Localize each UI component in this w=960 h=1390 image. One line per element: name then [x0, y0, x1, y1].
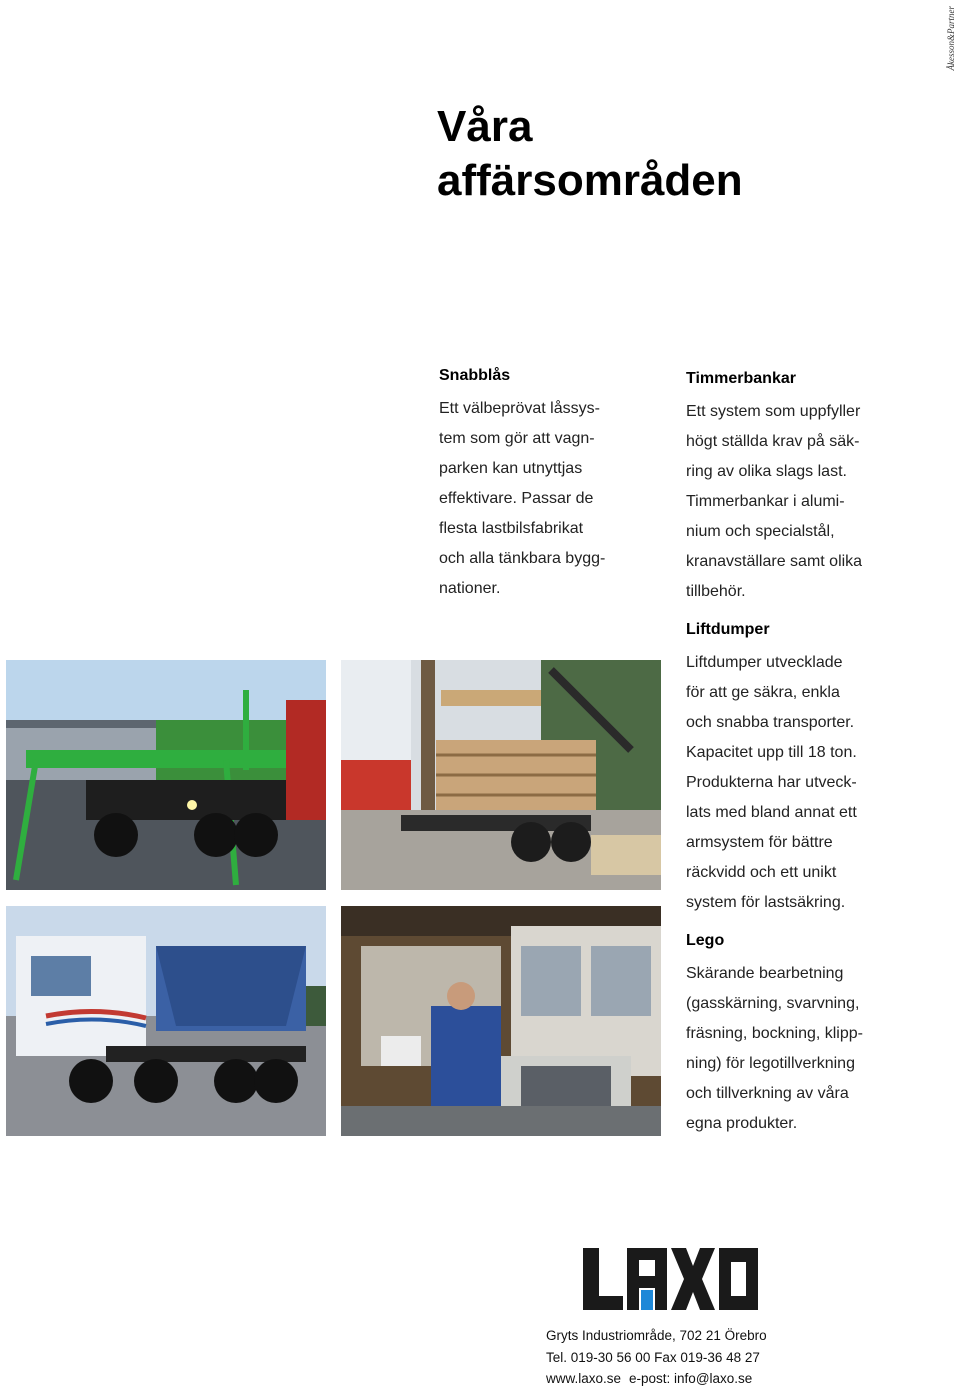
contact-web-line [546, 1368, 806, 1390]
body-line: egna produkter. [686, 1115, 798, 1132]
section-heading: Timmerbankar [686, 370, 796, 387]
photo-liftdumper-truck [6, 906, 326, 1136]
body-line: (gasskärning, svarvning, [686, 995, 860, 1012]
body-line: ring av olika slags last. [686, 463, 847, 480]
body-line: nationer. [439, 580, 501, 597]
body-line: lats med bland annat ett [686, 804, 857, 821]
page-title [437, 100, 743, 208]
body-line: Skärande bearbetning [686, 965, 844, 982]
body-line: högt ställda krav på säk- [686, 433, 860, 450]
section-timmerbankar [686, 367, 946, 607]
body-line: system för lastsäkring. [686, 894, 846, 911]
body-line: Timmerbankar i alumi- [686, 493, 845, 510]
title-line-2: affärsområden [437, 156, 743, 205]
email-link[interactable]: e-post: info@laxo.se [629, 1371, 753, 1386]
body-line: effektivare. Passar de [439, 490, 594, 507]
contact-address: Gryts Industriområde, 702 21 Örebro [546, 1328, 767, 1343]
contact-phone: Tel. 019-30 56 00 Fax 019-36 48 27 [546, 1349, 760, 1365]
body-line: och snabba transporter. [686, 714, 855, 731]
section-lego [686, 929, 946, 1139]
body-line: ning) för legotillverkning [686, 1055, 855, 1072]
section-heading: Liftdumper [686, 621, 770, 638]
section-liftdumper [686, 618, 946, 918]
title-line-1: Våra [437, 102, 533, 151]
laxo-logo [583, 1248, 758, 1310]
body-line: tem som gör att vagn- [439, 430, 595, 447]
body-line: för att ge säkra, enkla [686, 684, 840, 701]
body-line: Ett välbeprövat låssys- [439, 400, 600, 417]
section-heading: Lego [686, 932, 725, 949]
body-line: Kapacitet upp till 18 ton. [686, 744, 857, 761]
section-heading: Snabblås [439, 367, 511, 384]
body-line: kranavställare samt olika [686, 553, 863, 570]
photo-timmerbankar-truck [341, 660, 661, 890]
body-line: nium och specialstål, [686, 523, 835, 540]
body-line: flesta lastbilsfabrikat [439, 520, 584, 537]
laxo-logo-mark [583, 1248, 758, 1310]
body-line: och tillverkning av våra [686, 1085, 849, 1102]
website-link[interactable]: www.laxo.se [546, 1371, 622, 1386]
body-line: och alla tänkbara bygg- [439, 550, 606, 567]
photo-snabblas-truck [6, 660, 326, 890]
body-line: Liftdumper utvecklade [686, 654, 843, 671]
body-line: armsystem för bättre [686, 834, 833, 851]
body-line: Ett system som uppfyller [686, 403, 861, 420]
body-line: räckvidd och ett unikt [686, 864, 837, 881]
photo-lego-workshop [341, 906, 661, 1136]
body-line: parken kan utnyttjas [439, 460, 583, 477]
contact-info [546, 1325, 806, 1390]
agency-credit: Åkesson&Partner [946, 6, 956, 71]
section-snabblas [439, 364, 669, 604]
body-line: Produkterna har utveck- [686, 774, 857, 791]
body-line: fräsning, bockning, klipp- [686, 1025, 863, 1042]
body-line: tillbehör. [686, 583, 746, 600]
